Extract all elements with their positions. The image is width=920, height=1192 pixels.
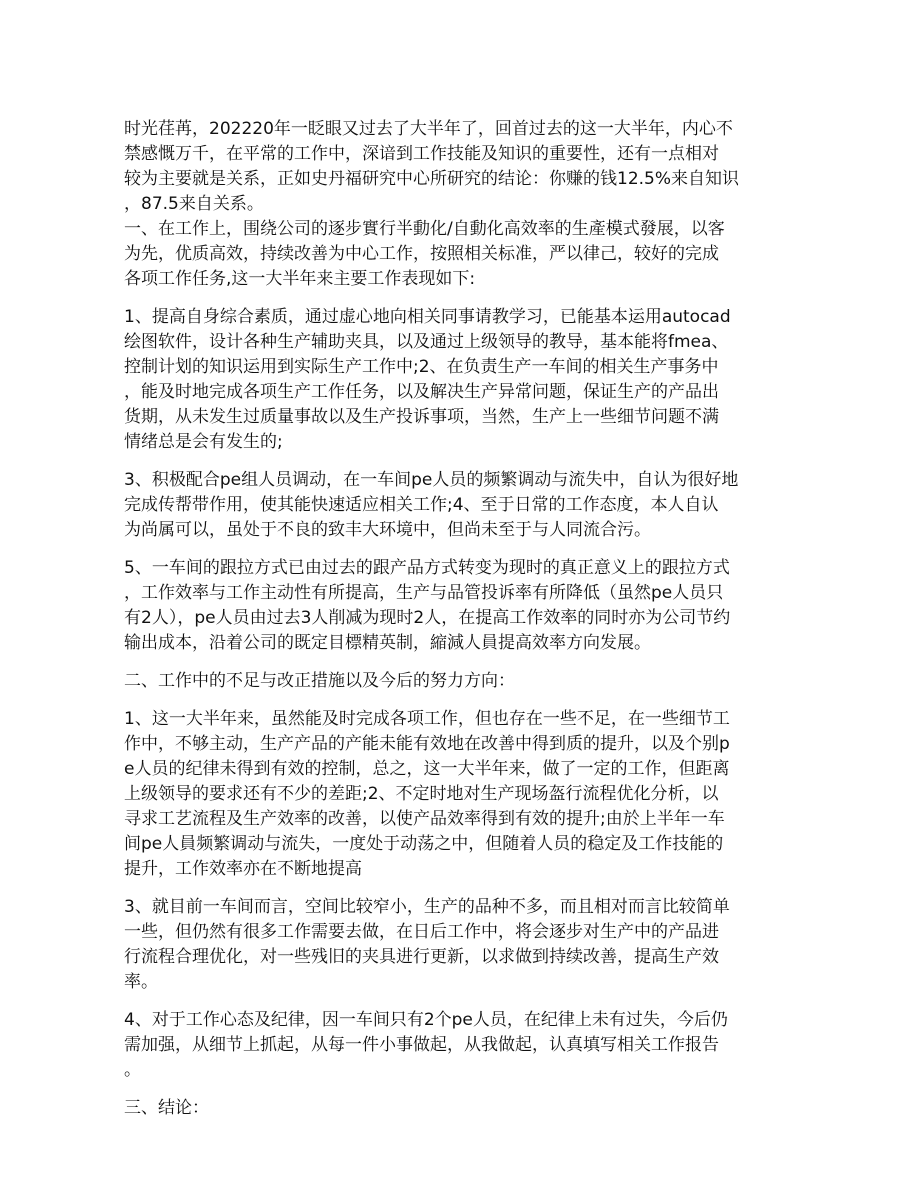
section-three-heading: 三、结论：	[124, 1098, 209, 1118]
document-page	[124, 117, 804, 1121]
section-one-heading-paragraph: 一、在工作上，围绕公司的逐步實行半動化/自動化高效率的生產模式發展，以客 为先，优质高效，持续改善为中心工作，按照相关标准，严以律己，较好的完成 各项工作任务,这一大半年来主要工作表现如下:	[124, 219, 725, 289]
section-two-heading: 二、工作中的不足与改正措施以及今后的努力方向：	[124, 671, 515, 691]
work-item-3-4-paragraph: 3、积极配合pe组人员调动，在一车间pe人员的频繁调动与流失中，自认为很好地 完成传帮带作用，使其能快速适应相关工作;4、至于日常的工作态度，本人自认 为尚属可以，虽处于不良的致丰大环境中，但尚未至于与人同流合污。	[124, 470, 739, 540]
shortcoming-item-4-paragraph: 4、对于工作心态及纪律，因一车间只有2个pe人员，在纪律上未有过失，今后仍 需加强，从细节上抓起，从每一件小事做起，从我做起，认真填写相关工作报告 。	[124, 1010, 728, 1080]
shortcoming-item-3-paragraph: 3、就目前一车间而言，空间比较窄小，生产的品种不多，而且相对而言比较简单 一些，但仍然有很多工作需要去做，在日后工作中，将会逐步对生产中的产品进 行流程合理优化，对一些残旧的夹具进行更新，以求做到持续改善，提高生产效 率。	[124, 897, 730, 992]
shortcoming-item-1-2-paragraph: 1、这一大半年来，虽然能及时完成各项工作，但也存在一些不足，在一些细节工 作中，不够主动，生产产品的产能未能有效地在改善中得到质的提升，以及个别p e人员的纪律未得到有效的控制，总之，这一大半年来，做了一定的工作，但距离 上级领导的要求还有不少的差距;2、不定时地对生产现场盔行流程优化分析，以 寻求工艺流程及生产效率的改善，以使产品效率得到有效的提升;由於上半年一车 间pe人員频繁调动与流失，一度处于动荡之中，但随着人员的稳定及工作技能的 提升，工作效率亦在不断地提高	[124, 709, 730, 879]
work-item-5-paragraph: 5、一车间的跟拉方式已由过去的跟产品方式转变为现时的真正意义上的跟拉方式 ，工作效率与工作主动性有所提高，生产与品管投诉率有所降低（虽然pe人员只 有2人），pe人员由过去3人削减为现时2人，在提高工作效率的同时亦为公司节约 输出成本，沿着公司的既定目標精英制，縮減人員提高效率方向发展。	[124, 558, 731, 653]
intro-paragraph: 时光荏苒，202220年一眨眼又过去了大半年了，回首过去的这一大半年，内心不 禁感慨万千，在平常的工作中，深谙到工作技能及知识的重要性，还有一点相对 较为主要就是关系，正如史丹福研究中心所研究的结论：你赚的钱12.5%来自知识 ，87.5来自关系。	[124, 119, 740, 214]
work-item-1-2-paragraph: 1、提高自身综合素质，通过虚心地向相关同事请教学习，已能基本运用autocad 绘图软件，设计各种生产辅助夹具，以及通过上级领导的教导，基本能将fmea、 控制计划的知识运用到实际生产工作中;2、在负责生产一车间的相关生产事务中 ，能及时地完成各项生产工作任务，以及解决生产异常问题，保证生产的产品出 货期，从未发生过质量事故以及生产投诉事项，当然，生产上一些细节问题不满 情绪总是会有发生的;	[124, 307, 731, 452]
